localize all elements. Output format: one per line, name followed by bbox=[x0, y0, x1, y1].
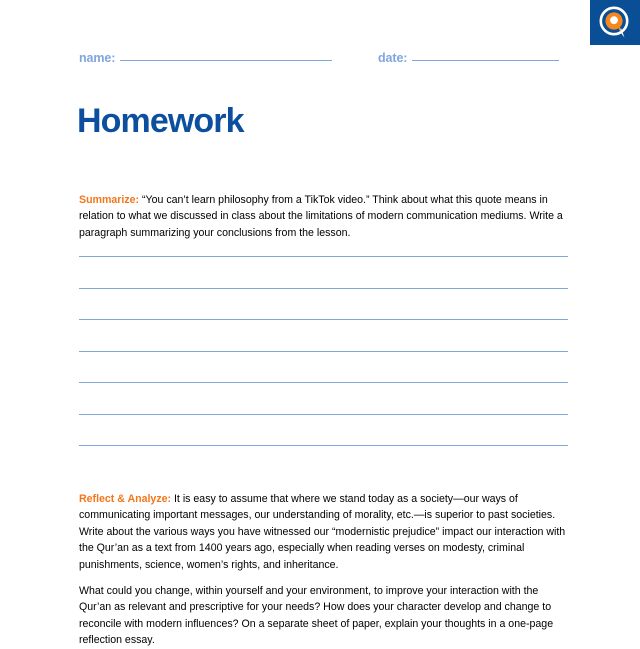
writing-line[interactable] bbox=[79, 445, 568, 446]
writing-lines-area[interactable] bbox=[79, 249, 568, 454]
student-info-row bbox=[79, 51, 569, 71]
prompt-summarize bbox=[79, 192, 568, 242]
writing-line[interactable] bbox=[79, 256, 568, 257]
prompt-reflect-analyze bbox=[79, 491, 568, 574]
prompt-summarize-body: “You can’t learn philosophy from a TikTok video.” Think about what this quote means in relation to what we discussed in class about the limitations of modern communication mediums. Write a paragraph summarizing your conclusions from the lesson. bbox=[79, 193, 563, 239]
prompt-essay-body: What could you change, within yourself and your environment, to improve your interaction with the Qur’an as relevant and prescriptive for your needs? How does your character develop and change to reconcile with modern influences? On a separate sheet of paper, explain your thoughts in a one-page reflection essay. bbox=[79, 584, 554, 647]
page-title: Homework bbox=[77, 102, 244, 140]
date-field-group[interactable] bbox=[378, 51, 559, 65]
writing-line[interactable] bbox=[79, 382, 568, 383]
writing-line[interactable] bbox=[79, 414, 568, 415]
writing-line[interactable] bbox=[79, 319, 568, 320]
prompt-summarize-lead: Summarize: bbox=[79, 193, 140, 206]
prompt-reflect-body: It is easy to assume that where we stand today as a society—our ways of communicating important messages, our understanding of morality, etc.—is superior to past societies. Write about the various ways you have witnessed our “modernistic prejudice” impact our interaction with the Qur’an as a text from 1400 years ago, especially when reading verses on modesty, criminal punishments, science, women’s rights, and inheritance. bbox=[79, 492, 566, 571]
writing-line[interactable] bbox=[79, 288, 568, 289]
logo-mark-icon bbox=[597, 6, 633, 40]
prompt-reflection-essay bbox=[79, 583, 568, 649]
writing-line[interactable] bbox=[79, 351, 568, 352]
name-input-line[interactable] bbox=[120, 60, 332, 61]
date-field-label: date: bbox=[378, 51, 408, 65]
name-field-label: name: bbox=[79, 51, 116, 65]
name-field-group[interactable] bbox=[79, 51, 332, 65]
q-speech-bubble-logo bbox=[590, 0, 640, 45]
prompt-reflect-lead: Reflect & Analyze: bbox=[79, 492, 172, 505]
date-input-line[interactable] bbox=[412, 60, 559, 61]
